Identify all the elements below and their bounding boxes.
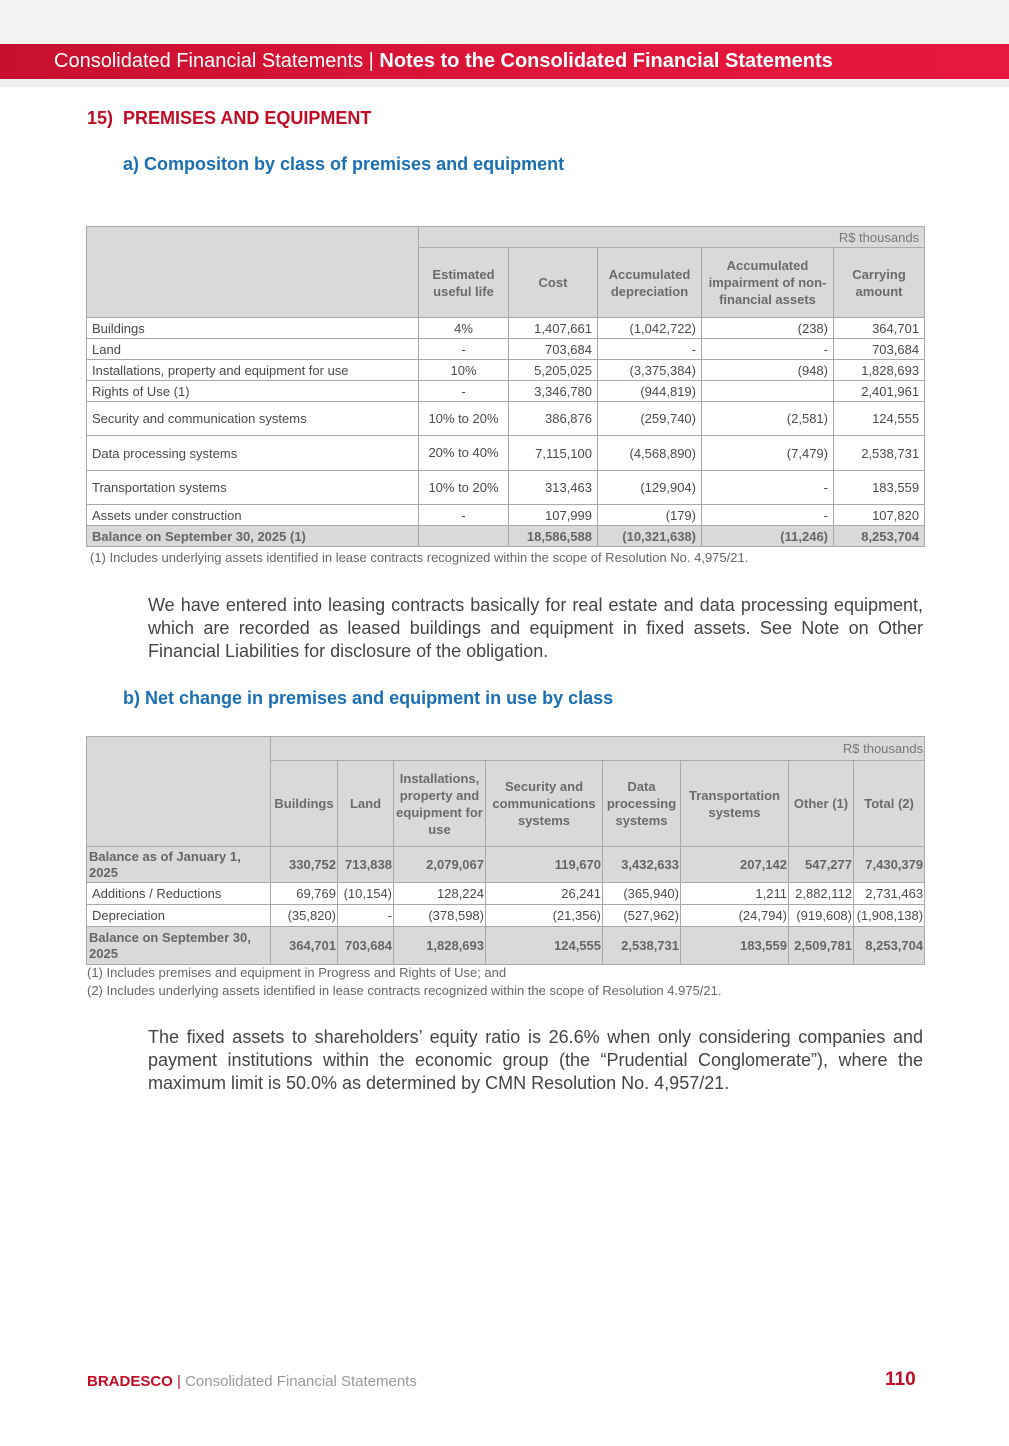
table-a-corner	[87, 227, 419, 318]
header-shadow-band	[0, 79, 1009, 87]
table-b-header: Other (1)	[789, 761, 854, 847]
cell: 183,559	[834, 471, 925, 505]
row-label: Balance as of January 1, 2025	[87, 847, 271, 883]
table-row	[87, 436, 925, 471]
net-change-table	[86, 736, 925, 965]
cell: 2,538,731	[834, 436, 925, 471]
cell: (919,608)	[789, 905, 854, 927]
cell	[419, 526, 509, 547]
cell: 703,684	[509, 339, 598, 360]
header-right: Notes to the Consolidated Financial Statements	[379, 50, 833, 72]
cell: -	[419, 505, 509, 526]
cell: 703,684	[338, 927, 394, 965]
table-b-corner	[87, 737, 271, 847]
cell: 4%	[419, 318, 509, 339]
cell: 2,401,961	[834, 381, 925, 402]
cell: (1,042,722)	[598, 318, 702, 339]
cell: (365,940)	[603, 883, 681, 905]
cell: (944,819)	[598, 381, 702, 402]
cell: (35,820)	[271, 905, 338, 927]
table-row	[87, 905, 925, 927]
total-row	[87, 526, 925, 547]
cell: (129,904)	[598, 471, 702, 505]
cell: -	[419, 381, 509, 402]
table-row	[87, 339, 925, 360]
cell: (1,908,138)	[854, 905, 925, 927]
page-number: 110	[885, 1369, 916, 1390]
cell: 119,670	[486, 847, 603, 883]
composition-table	[86, 226, 925, 547]
cell: 10% to 20%	[419, 471, 509, 505]
cell: 10%	[419, 360, 509, 381]
table-b-header: Security and communications systems	[486, 761, 603, 847]
cell: (11,246)	[702, 526, 834, 547]
table-b-unit: R$ thousands	[271, 737, 925, 761]
cell	[702, 381, 834, 402]
cell: 8,253,704	[854, 927, 925, 965]
cell: 2,538,731	[603, 927, 681, 965]
cell: 2,882,112	[789, 883, 854, 905]
cell: 107,820	[834, 505, 925, 526]
cell: 3,432,633	[603, 847, 681, 883]
row-label: Assets under construction	[87, 505, 419, 526]
cell: (527,962)	[603, 905, 681, 927]
cell: 7,430,379	[854, 847, 925, 883]
cell: (10,321,638)	[598, 526, 702, 547]
section-title: 15) PREMISES AND EQUIPMENT	[87, 108, 372, 128]
table-row	[87, 381, 925, 402]
cell: 2,079,067	[394, 847, 486, 883]
table-b-footnote-1: (1) Includes premises and equipment in Progress and Rights of Use; and	[87, 965, 507, 980]
cell: 107,999	[509, 505, 598, 526]
table-b-header: Total (2)	[854, 761, 925, 847]
header-left: Consolidated Financial Statements |	[54, 50, 374, 72]
footer-separator: |	[172, 1373, 186, 1390]
table-b-footnote-2: (2) Includes underlying assets identified in lease contracts recognized within the scope of Resolution 4.975/21.	[87, 983, 722, 998]
cell: (7,479)	[702, 436, 834, 471]
paragraph-fixed-assets-ratio: The fixed assets to shareholders’ equity ratio is 26.6% when only considering companies and payment institutions within the economic group (the “Prudential Conglomerate”), where the maximum limit is 50.0% as determined by CMN Resolution No. 4,957/21.	[148, 1027, 923, 1093]
cell: 1,407,661	[509, 318, 598, 339]
cell: 10% to 20%	[419, 402, 509, 436]
table-a-header: Carrying amount	[834, 248, 925, 318]
table-a-unit: R$ thousands	[419, 227, 925, 248]
row-label: Data processing systems	[87, 436, 419, 471]
cell: 69,769	[271, 883, 338, 905]
subsection-b-title: b) Net change in premises and equipment in use by class	[123, 688, 614, 708]
table-b-header: Data processing systems	[603, 761, 681, 847]
cell: 1,211	[681, 883, 789, 905]
table-row	[87, 883, 925, 905]
cell: (179)	[598, 505, 702, 526]
cell: 2,509,781	[789, 927, 854, 965]
table-a-header: Accumulated impairment of non-financial assets	[702, 248, 834, 318]
table-a-header: Accumulated depreciation	[598, 248, 702, 318]
row-label: Buildings	[87, 318, 419, 339]
table-a-header: Estimated useful life	[419, 248, 509, 318]
cell: 1,828,693	[394, 927, 486, 965]
cell: (2,581)	[702, 402, 834, 436]
cell: 183,559	[681, 927, 789, 965]
cell: -	[338, 905, 394, 927]
cell: 330,752	[271, 847, 338, 883]
cell: -	[598, 339, 702, 360]
cell: 703,684	[834, 339, 925, 360]
cell: 547,277	[789, 847, 854, 883]
table-row	[87, 360, 925, 381]
row-label: Land	[87, 339, 419, 360]
cell: 8,253,704	[834, 526, 925, 547]
cell: 128,224	[394, 883, 486, 905]
cell: 26,241	[486, 883, 603, 905]
cell: 7,115,100	[509, 436, 598, 471]
cell: 713,838	[338, 847, 394, 883]
closing-balance-row	[87, 927, 925, 965]
cell: 5,205,025	[509, 360, 598, 381]
table-row	[87, 402, 925, 436]
table-b-header: Installations, property and equipment for use	[394, 761, 486, 847]
footer-text: Consolidated Financial Statements	[185, 1373, 417, 1390]
top-band	[0, 0, 1009, 44]
table-row	[87, 505, 925, 526]
table-row	[87, 318, 925, 339]
cell: (4,568,890)	[598, 436, 702, 471]
table-a-header: Cost	[509, 248, 598, 318]
row-label: Rights of Use (1)	[87, 381, 419, 402]
cell: 364,701	[271, 927, 338, 965]
paragraph-leasing: We have entered into leasing contracts basically for real estate and data processing equipment, which are recorded as leased buildings and equipment in fixed assets. See Note on Other Financial Liabilities for disclosure of the obligation.	[148, 595, 923, 661]
cell: 124,555	[486, 927, 603, 965]
subsection-a-title: a) Compositon by class of premises and equipment	[123, 154, 565, 174]
cell: -	[702, 339, 834, 360]
row-label: Balance on September 30, 2025	[87, 927, 271, 965]
row-label: Transportation systems	[87, 471, 419, 505]
cell: (3,375,384)	[598, 360, 702, 381]
cell: 2,731,463	[854, 883, 925, 905]
cell: (21,356)	[486, 905, 603, 927]
table-b-header: Transportation systems	[681, 761, 789, 847]
cell: (24,794)	[681, 905, 789, 927]
cell: -	[702, 505, 834, 526]
row-label: Installations, property and equipment for use	[87, 360, 419, 381]
opening-balance-row	[87, 847, 925, 883]
page-header	[0, 44, 1009, 79]
row-label: Additions / Reductions	[87, 883, 271, 905]
cell: (378,598)	[394, 905, 486, 927]
cell: (948)	[702, 360, 834, 381]
table-b-header: Buildings	[271, 761, 338, 847]
cell: (10,154)	[338, 883, 394, 905]
cell: -	[419, 339, 509, 360]
footer-brand: BRADESCO	[87, 1373, 173, 1390]
cell: 207,142	[681, 847, 789, 883]
row-label: Security and communication systems	[87, 402, 419, 436]
cell: (259,740)	[598, 402, 702, 436]
cell: 20% to 40%	[419, 436, 509, 471]
footer	[87, 1373, 417, 1390]
table-a-footnote: (1) Includes underlying assets identified in lease contracts recognized within the scope of Resolution No. 4,975/21.	[90, 550, 749, 565]
table-row	[87, 471, 925, 505]
cell: 124,555	[834, 402, 925, 436]
total-label: Balance on September 30, 2025 (1)	[87, 526, 419, 547]
cell: 3,346,780	[509, 381, 598, 402]
cell: 1,828,693	[834, 360, 925, 381]
table-b-header: Land	[338, 761, 394, 847]
cell: (238)	[702, 318, 834, 339]
cell: 313,463	[509, 471, 598, 505]
cell: 364,701	[834, 318, 925, 339]
cell: -	[702, 471, 834, 505]
row-label: Depreciation	[87, 905, 271, 927]
cell: 18,586,588	[509, 526, 598, 547]
cell: 386,876	[509, 402, 598, 436]
